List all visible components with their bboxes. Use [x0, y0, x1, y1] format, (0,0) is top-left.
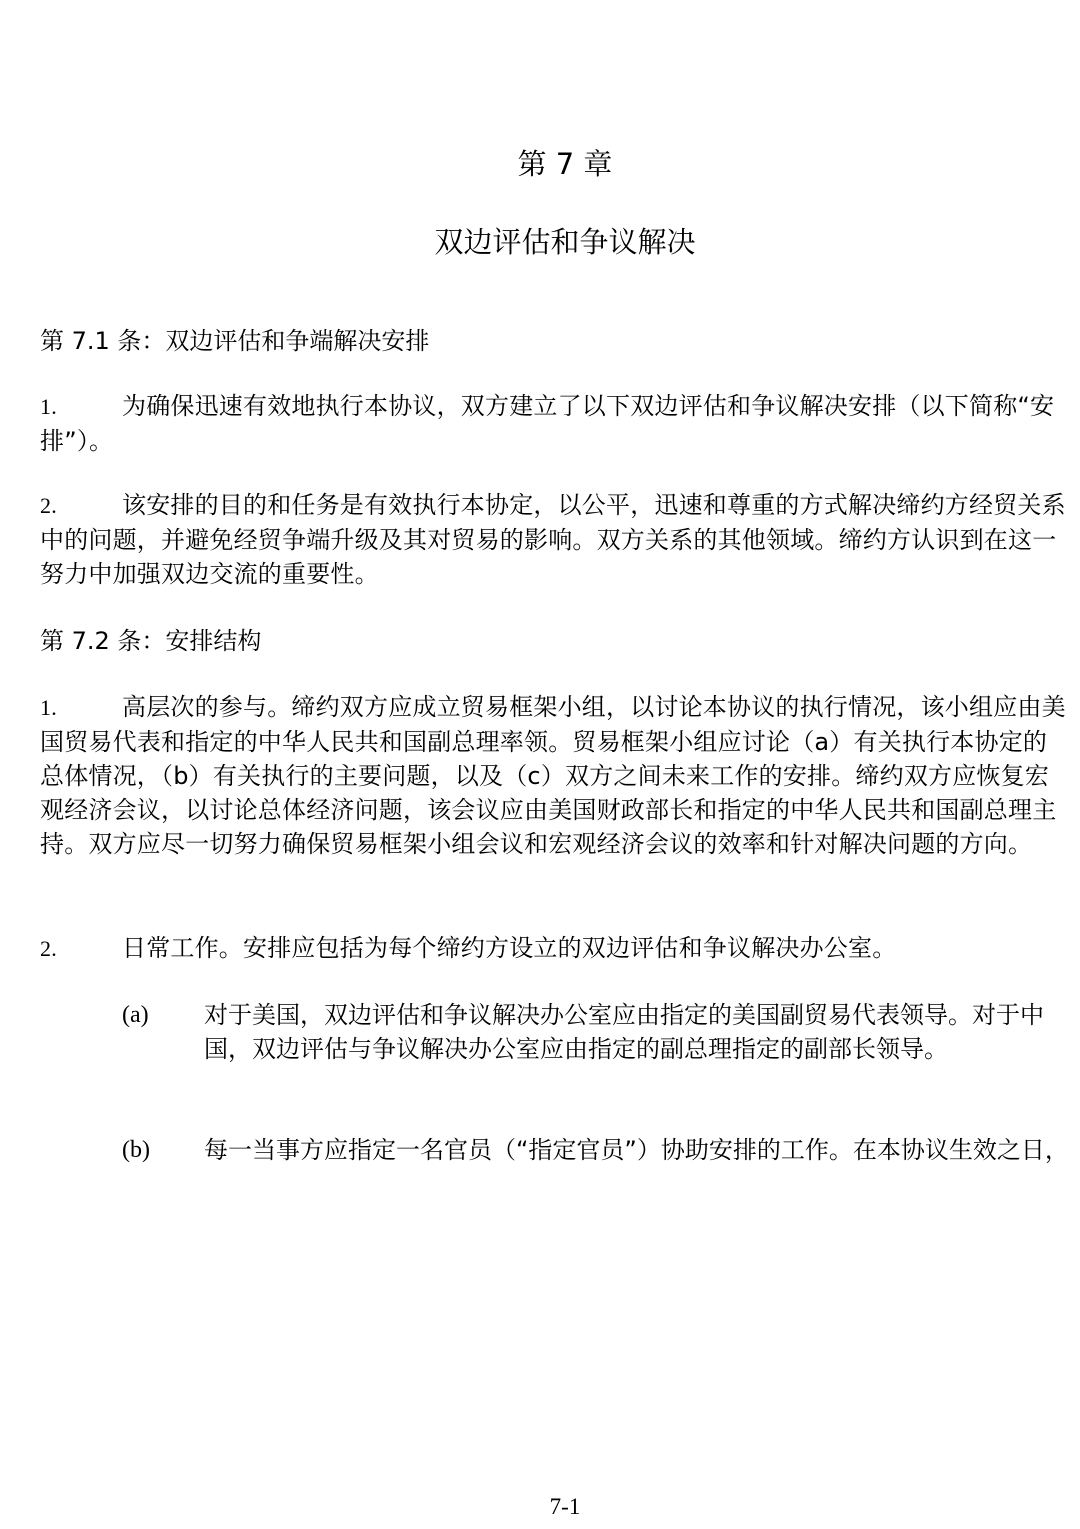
subitem-label: (a) [122, 1002, 149, 1028]
subitem-label: (b) [122, 1137, 150, 1163]
subitem-b [122, 1133, 1072, 1167]
paragraph-text: 日常工作。安排应包括为每个缔约方设立的双边评估和争议解决办公室。 [122, 934, 897, 962]
article-7-1-paragraph-2 [40, 488, 1070, 591]
paragraph-text: 该安排的目的和任务是有效执行本协定，以公平，迅速和尊重的方式解决缔约方经贸关系中的问题，并避免经贸争端升级及其对贸易的影响。双方关系的其他领域。缔约方认识到在这一努力中加强双边交流的重要性。 [40, 491, 1066, 588]
article-7-2-paragraph-2 [40, 931, 1070, 966]
article-7-1-heading: 第 7.1 条：双边评估和争端解决安排 [40, 327, 430, 355]
article-7-2-paragraph-1 [40, 690, 1070, 861]
paragraph-text: 高层次的参与。缔约双方应成立贸易框架小组，以讨论本协议的执行情况，该小组应由美国贸易代表和指定的中华人民共和国副总理率领。贸易框架小组应讨论（a）有关执行本协定的总体情况，（b）有关执行的主要问题，以及（c）双方之间未来工作的安排。缔约双方应恢复宏观经济会议，以讨论总体经济问题，该会议应由美国财政部长和指定的中华人民共和国副总理主持。双方应尽一切努力确保贸易框架小组会议和宏观经济会议的效率和针对解决问题的方向。 [40, 693, 1066, 858]
article-7-2-heading: 第 7.2 条：安排结构 [40, 627, 262, 655]
chapter-title: 第 7 章 [517, 147, 613, 181]
article-7-1-paragraph-1 [40, 389, 1070, 458]
paragraph-number: 1. [40, 695, 57, 720]
subitem-text: 每一当事方应指定一名官员（“指定官员”）协助安排的工作。在本协议生效之日， [204, 1136, 1069, 1164]
page-number: 7-1 [549, 1494, 581, 1519]
paragraph-number: 2. [40, 936, 57, 961]
chapter-subtitle: 双边评估和争议解决 [434, 225, 696, 259]
paragraph-text: 为确保迅速有效地执行本协议，双方建立了以下双边评估和争议解决安排（以下简称“安排”）。 [40, 392, 1055, 455]
paragraph-number: 1. [40, 394, 57, 419]
subitem-a [122, 998, 1072, 1066]
paragraph-number: 2. [40, 493, 57, 518]
subitem-text: 对于美国，双边评估和争议解决办公室应由指定的美国副贸易代表领导。对于中国，双边评估与争议解决办公室应由指定的副总理指定的副部长领导。 [204, 1001, 1044, 1063]
